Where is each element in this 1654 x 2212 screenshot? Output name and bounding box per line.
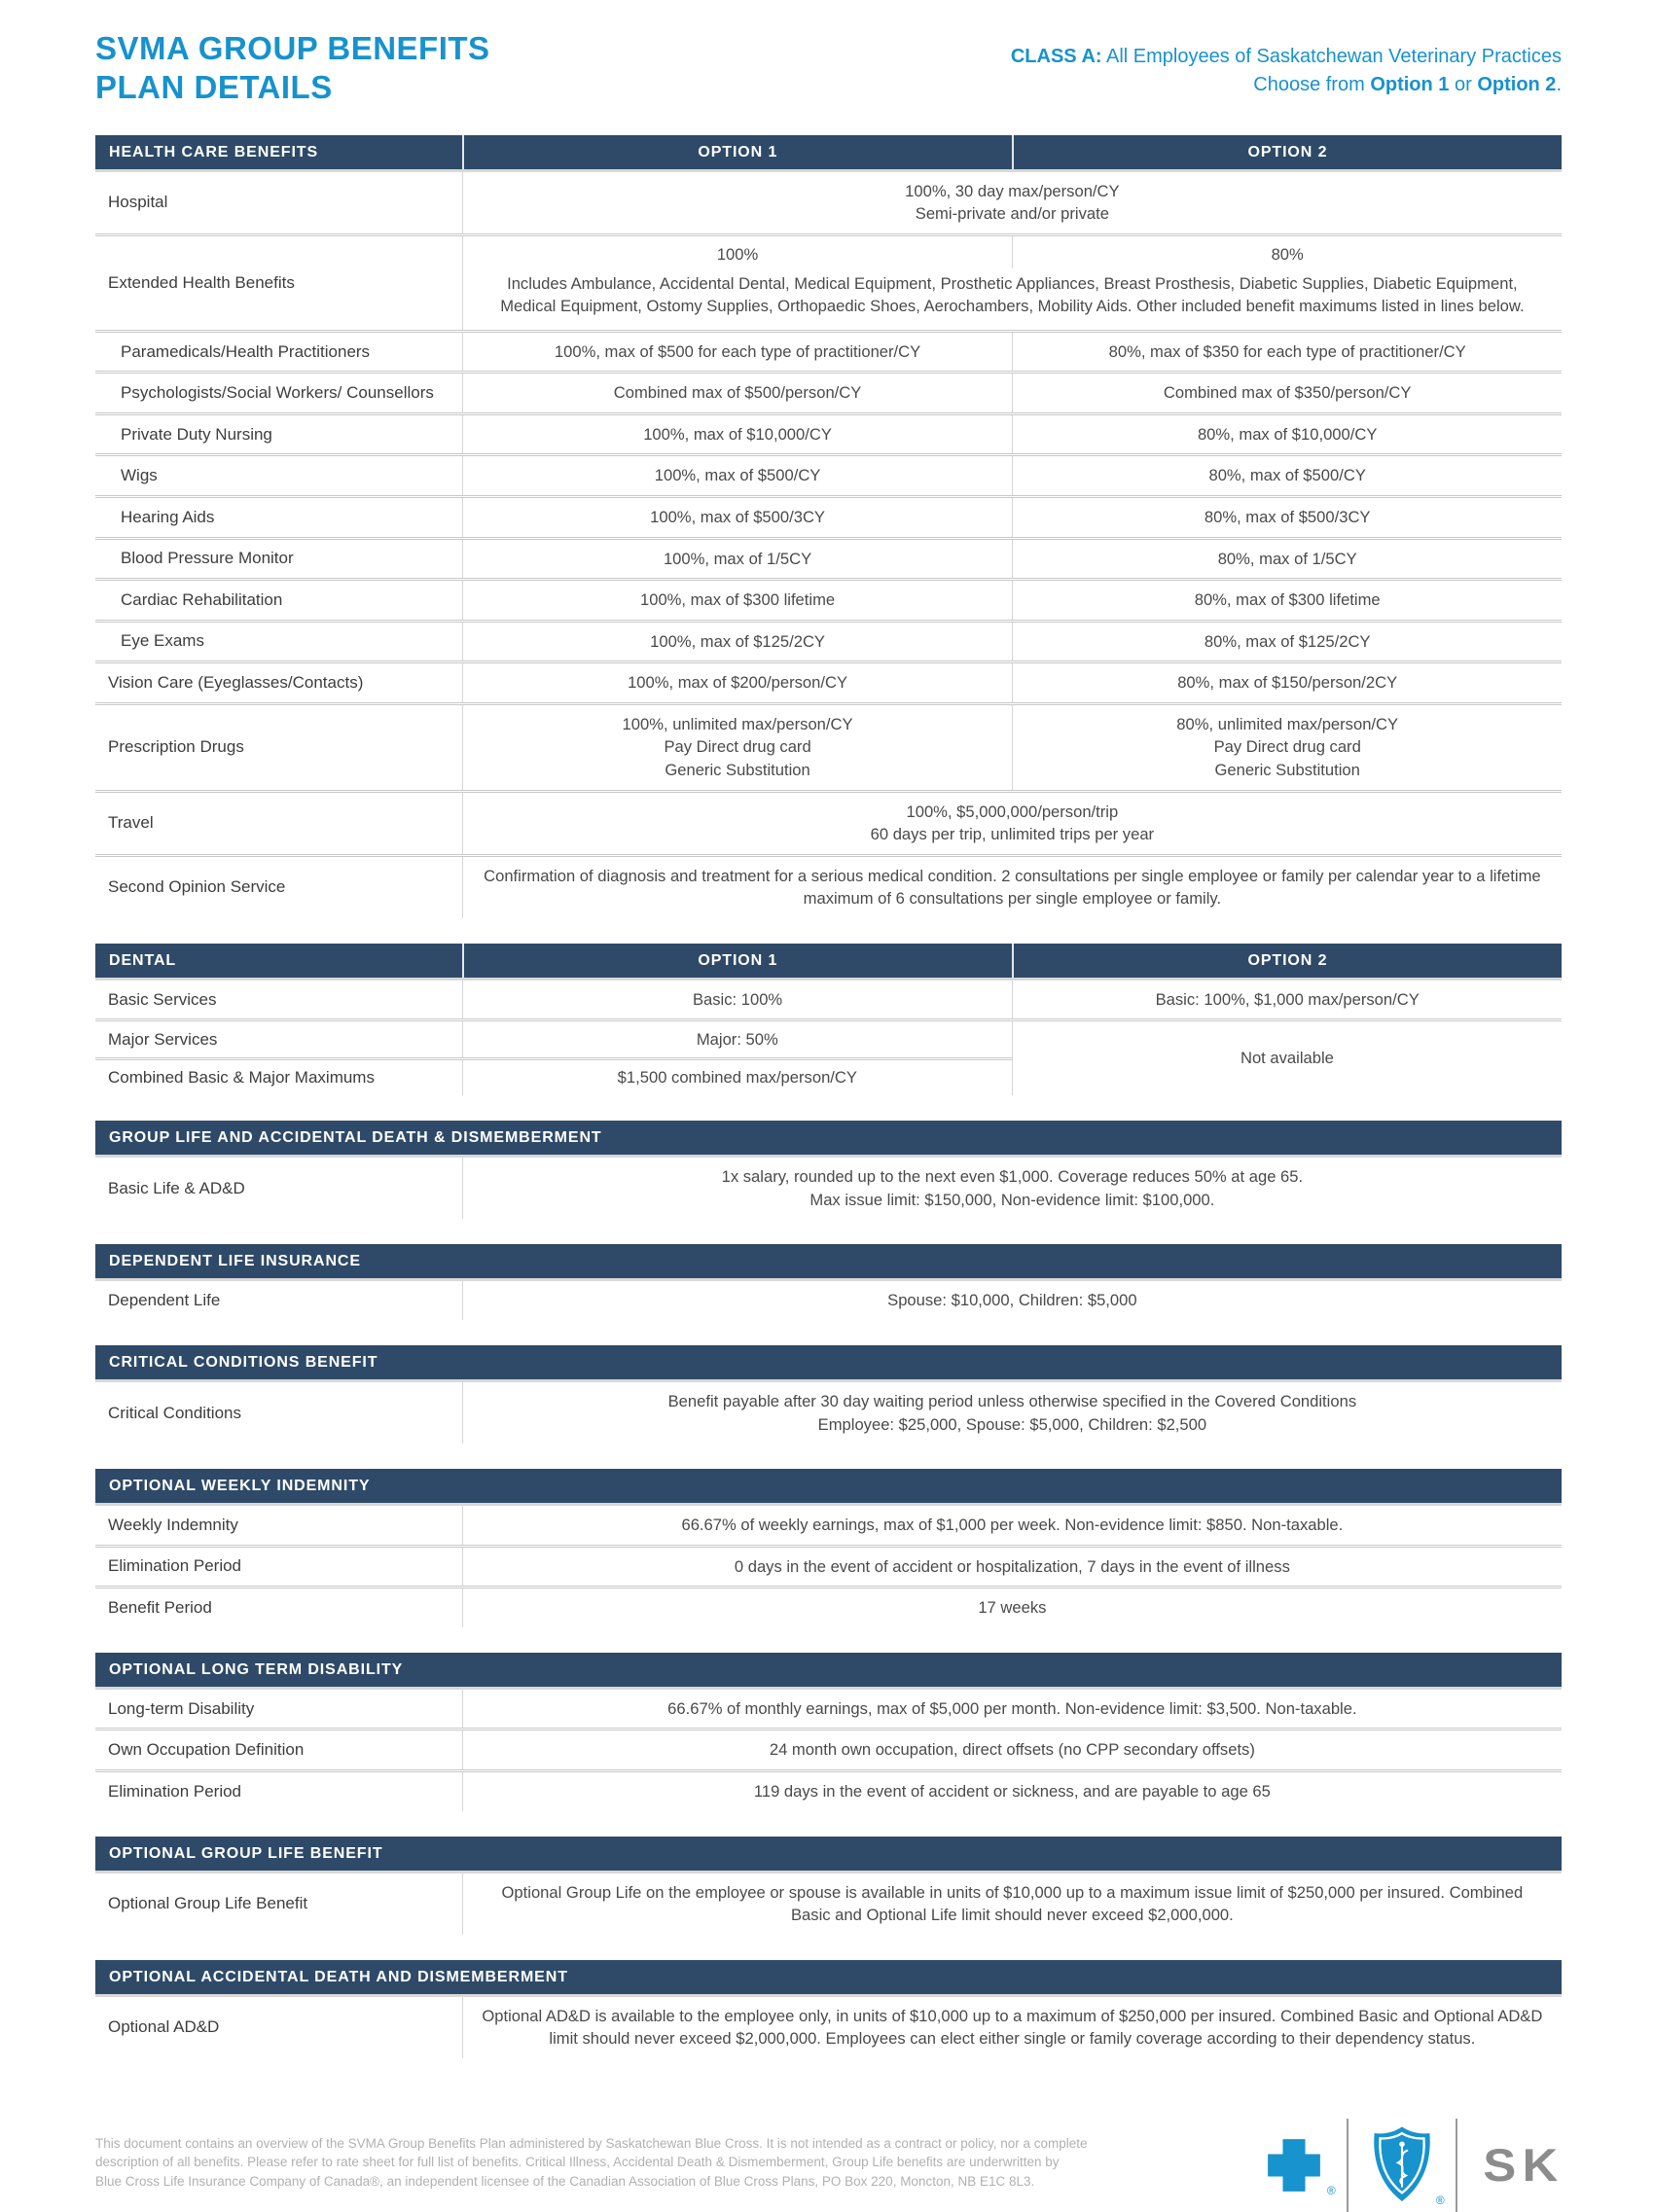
value-cell bbox=[462, 1997, 1562, 2058]
section-optional-group-life-benefit bbox=[95, 1837, 1562, 1935]
option1-cell bbox=[463, 663, 1013, 702]
text-line: 24 month own occupation, direct offsets (no CPP secondary offsets) bbox=[769, 1740, 1255, 1760]
text-line: 80%, max of $500/3CY bbox=[1204, 508, 1371, 526]
section-title: OPTIONAL GROUP LIFE BENEFIT bbox=[109, 1844, 383, 1862]
table-row bbox=[95, 1545, 1562, 1587]
table-row bbox=[95, 1382, 1562, 1444]
value-cell bbox=[462, 1690, 1562, 1729]
option2-cell bbox=[1012, 498, 1562, 537]
section-header-bar bbox=[95, 1469, 1562, 1506]
options-cells bbox=[462, 581, 1562, 620]
text-line: 100%, max of $125/2CY bbox=[650, 631, 825, 651]
section-header-bar bbox=[95, 944, 1562, 981]
document-header bbox=[95, 29, 1562, 108]
text-line: 100%, max of $300 lifetime bbox=[639, 590, 836, 610]
registered-mark: ® bbox=[1435, 2193, 1445, 2207]
table-row bbox=[95, 233, 1562, 330]
value-cell bbox=[462, 1548, 1562, 1587]
value-cell bbox=[462, 857, 1562, 918]
row-label: Travel bbox=[108, 813, 154, 833]
text-line: Pay Direct drug card bbox=[1213, 737, 1361, 757]
section-title: OPTIONAL WEEKLY INDEMNITY bbox=[109, 1478, 371, 1495]
table-row bbox=[95, 412, 1562, 454]
text-line: Pay Direct drug card bbox=[664, 737, 811, 757]
section-header-bar bbox=[95, 1837, 1562, 1873]
table-row bbox=[95, 537, 1562, 579]
text-line: 66.67% of monthly earnings, max of $5,000 per month. Non-evidence limit: $3,500. Non-taxable. bbox=[667, 1698, 1357, 1718]
option1-cell: $1,500 combined max/person/CY bbox=[462, 1060, 1012, 1095]
table-row bbox=[95, 330, 1562, 372]
option1-cell bbox=[463, 705, 1013, 790]
option2-cell bbox=[1012, 415, 1562, 454]
value-cell bbox=[462, 1281, 1562, 1320]
table-row bbox=[95, 371, 1562, 412]
section-header-bar bbox=[95, 1653, 1562, 1690]
row-label: Basic Life & AD&D bbox=[108, 1178, 245, 1197]
text-line: 100%, max of $500 for each type of practitioner/CY bbox=[554, 341, 921, 361]
page-title-line1: SVMA GROUP BENEFITS bbox=[95, 30, 490, 66]
text-line: Benefit payable after 30 day waiting period unless otherwise specified in the Covered Conditions bbox=[667, 1392, 1357, 1410]
text-line: 80%, max of $10,000/CY bbox=[1197, 424, 1378, 444]
table-row bbox=[95, 172, 1562, 233]
table-row bbox=[95, 620, 1562, 661]
table-row bbox=[95, 702, 1562, 790]
row-label: Combined Basic & Major Maximums bbox=[108, 1068, 375, 1088]
option1-cell bbox=[463, 623, 1013, 661]
option2-cell: 80% bbox=[1012, 236, 1562, 268]
text-line: 66.67% of weekly earnings, max of $1,000 per week. Non-evidence limit: $850. Non-taxable. bbox=[681, 1516, 1344, 1535]
section-title: GROUP LIFE AND ACCIDENTAL DEATH & DISMEMBERMENT bbox=[109, 1129, 602, 1147]
option1-cell bbox=[463, 333, 1013, 372]
row-label: Optional Group Life Benefit bbox=[108, 1894, 308, 1913]
row-label: Eye Exams bbox=[121, 631, 204, 651]
text-line: 100%, max of $200/person/CY bbox=[628, 673, 848, 693]
text-line: 100%, max of 1/5CY bbox=[663, 549, 812, 568]
row-label: Basic Services bbox=[108, 989, 217, 1009]
option1-column-header: OPTION 1 bbox=[462, 944, 1012, 978]
value-cell bbox=[462, 793, 1562, 854]
table-row bbox=[95, 1997, 1562, 2058]
table-row bbox=[95, 453, 1562, 495]
row-label: Own Occupation Definition bbox=[108, 1740, 305, 1760]
text-line: 17 weeks bbox=[978, 1598, 1047, 1618]
logo-divider bbox=[1347, 2119, 1348, 2212]
value-cell bbox=[462, 1506, 1562, 1545]
text-line: 100%, unlimited max/person/CY bbox=[622, 714, 853, 733]
table-row bbox=[95, 578, 1562, 620]
text-line: 100%, 30 day max/person/CY bbox=[905, 181, 1120, 200]
benefit-description: Includes Ambulance, Accidental Dental, Medical Equipment, Prosthetic Appliances, Breast Prosthesis, Diabetic Supplies, Diabetic Equipment, Medical Equipment, Ostomy Supplies, Orthopaedic Shoes, Aerochambers, Mobility Aids. Other included benefit maximums listed in lines below. bbox=[500, 273, 1525, 316]
text-line: 100%, max of $500/3CY bbox=[650, 508, 825, 526]
table-row bbox=[95, 1873, 1562, 1935]
options-cells bbox=[462, 981, 1562, 1019]
row-label: Psychologists/Social Workers/ Counsellors bbox=[121, 383, 434, 403]
row-label: Elimination Period bbox=[108, 1781, 242, 1801]
merged-row-group bbox=[95, 1018, 1562, 1095]
options-cells bbox=[462, 415, 1562, 454]
blue-shield-icon bbox=[1370, 2124, 1445, 2207]
option1-cell bbox=[463, 581, 1013, 620]
text-line: Employee: $25,000, Spouse: $5,000, Children: $2,500 bbox=[817, 1414, 1207, 1434]
options-cells bbox=[463, 236, 1562, 268]
row-label: Hospital bbox=[108, 193, 168, 212]
options-cells bbox=[462, 333, 1562, 372]
row-label: Prescription Drugs bbox=[108, 737, 244, 757]
row-label: Major Services bbox=[108, 1029, 218, 1049]
sk-logo: SK bbox=[1483, 2139, 1564, 2192]
row-label: Weekly Indemnity bbox=[108, 1515, 238, 1534]
value-cell bbox=[462, 1158, 1562, 1219]
options-cells bbox=[462, 663, 1562, 702]
row-label: Second Opinion Service bbox=[108, 877, 286, 897]
text-line: Combined max of $350/person/CY bbox=[1163, 383, 1412, 403]
blue-cross-icon bbox=[1263, 2134, 1336, 2197]
options-cells bbox=[462, 498, 1562, 537]
text-line: 1x salary, rounded up to the next even $1,000. Coverage reduces 50% at age 65. bbox=[721, 1167, 1304, 1187]
choose-option1: Option 1 bbox=[1370, 74, 1450, 95]
text-line: 100%, max of $500/CY bbox=[654, 466, 821, 485]
text-line: Generic Substitution bbox=[665, 760, 810, 779]
section-title: HEALTH CARE BENEFITS bbox=[109, 143, 319, 161]
text-line: Spouse: $10,000, Children: $5,000 bbox=[887, 1291, 1137, 1310]
value-cell bbox=[462, 1382, 1562, 1444]
page-footer bbox=[95, 2119, 1562, 2212]
section-dependent-life-insurance bbox=[95, 1244, 1562, 1320]
table-row bbox=[95, 1690, 1562, 1729]
table-row bbox=[95, 1281, 1562, 1320]
text-line: 80%, max of $150/person/2CY bbox=[1177, 673, 1398, 693]
text-line: 0 days in the event of accident or hospitalization, 7 days in the event of illness bbox=[734, 1556, 1290, 1576]
value-cell bbox=[462, 236, 1562, 330]
option1-cell: 100% bbox=[716, 244, 759, 264]
choose-option2: Option 2 bbox=[1477, 74, 1557, 95]
text-line: 100%, max of $10,000/CY bbox=[643, 424, 832, 444]
text-line: Basic: 100% bbox=[692, 989, 783, 1009]
value-cell bbox=[462, 172, 1562, 233]
row-label: Long-term Disability bbox=[108, 1698, 255, 1718]
table-row bbox=[95, 854, 1562, 918]
text-line: Generic Substitution bbox=[1214, 760, 1360, 779]
options-cells bbox=[462, 456, 1562, 495]
option2-merged-cell: Not available bbox=[1012, 1021, 1562, 1095]
text-line: Optional AD&D is available to the employee only, in units of $10,000 up to a maximum of $250,000 per insured. Combined Basic and Optional AD&D limit should never exceed $2,000,000. Employees can elect either single or family coverage according to their dependency status. bbox=[482, 2006, 1543, 2049]
options-cells bbox=[462, 374, 1562, 412]
section-title: OPTIONAL ACCIDENTAL DEATH AND DISMEMBERMENT bbox=[109, 1968, 568, 1985]
option2-cell bbox=[1012, 623, 1562, 661]
row-label: Paramedicals/Health Practitioners bbox=[121, 341, 371, 361]
section-optional-long-term-disability bbox=[95, 1653, 1562, 1811]
option1-cell bbox=[463, 456, 1013, 495]
section-dental bbox=[95, 944, 1562, 1096]
section-header-bar bbox=[95, 135, 1562, 172]
text-line: 80%, max of 1/5CY bbox=[1217, 549, 1357, 568]
section-header-bar bbox=[95, 1244, 1562, 1281]
choose-prefix: Choose from bbox=[1253, 74, 1371, 95]
section-health-care-benefits bbox=[95, 135, 1562, 918]
option2-cell bbox=[1012, 581, 1562, 620]
option1-cell: Major: 50% bbox=[462, 1021, 1012, 1057]
class-label: CLASS A: bbox=[1010, 46, 1102, 67]
row-label: Benefit Period bbox=[108, 1598, 212, 1618]
option2-cell bbox=[1012, 540, 1562, 579]
text-line: 80%, max of $300 lifetime bbox=[1194, 590, 1381, 610]
text-line: Combined max of $500/person/CY bbox=[613, 383, 862, 403]
row-label: Optional AD&D bbox=[108, 2017, 220, 2037]
section-header-bar bbox=[95, 1121, 1562, 1158]
option2-column-header: OPTION 2 bbox=[1012, 944, 1562, 978]
section-optional-accidental-death-and-dismemberment bbox=[95, 1960, 1562, 2058]
section-title: OPTIONAL LONG TERM DISABILITY bbox=[109, 1660, 404, 1678]
option1-cell bbox=[463, 981, 1013, 1019]
row-label: Cardiac Rehabilitation bbox=[121, 589, 283, 609]
row-label: Hearing Aids bbox=[121, 507, 215, 526]
value-cell bbox=[462, 1873, 1562, 1935]
option2-cell bbox=[1012, 663, 1562, 702]
row-label: Critical Conditions bbox=[108, 1403, 241, 1422]
text-line: Max issue limit: $150,000, Non-evidence limit: $100,000. bbox=[809, 1190, 1215, 1209]
choose-line bbox=[1011, 71, 1562, 99]
text-line: Semi-private and/or private bbox=[915, 204, 1109, 224]
benefit-sections bbox=[95, 135, 1562, 2058]
option2-column-header: OPTION 2 bbox=[1012, 135, 1562, 169]
row-label: Blood Pressure Monitor bbox=[121, 549, 294, 568]
row-label: Dependent Life bbox=[108, 1291, 221, 1310]
page-title bbox=[95, 29, 490, 108]
table-row bbox=[95, 1057, 1012, 1095]
section-optional-weekly-indemnity bbox=[95, 1469, 1562, 1627]
text-line: Confirmation of diagnosis and treatment for a serious medical condition. 2 consultations per single employee or family per calendar year to a lifetime maximum of 6 consultations per single employee or family. bbox=[484, 866, 1541, 909]
registered-mark: ® bbox=[1326, 2183, 1336, 2197]
option1-cell bbox=[463, 540, 1013, 579]
text-line: 100%, $5,000,000/person/trip bbox=[906, 802, 1119, 821]
page-title-line2: PLAN DETAILS bbox=[95, 69, 333, 106]
section-header-bar bbox=[95, 1345, 1562, 1382]
option1-cell bbox=[463, 374, 1013, 412]
choose-period: . bbox=[1556, 74, 1562, 95]
class-line bbox=[1011, 43, 1562, 71]
options-cells bbox=[462, 540, 1562, 579]
table-row bbox=[95, 660, 1562, 702]
option2-cell bbox=[1012, 705, 1562, 790]
row-label: Elimination Period bbox=[108, 1556, 242, 1576]
row-label: Private Duty Nursing bbox=[121, 424, 272, 444]
section-critical-conditions-benefit bbox=[95, 1345, 1562, 1444]
option1-cell bbox=[463, 415, 1013, 454]
table-row bbox=[95, 1021, 1012, 1057]
value-cell bbox=[462, 1772, 1562, 1811]
value-cell bbox=[462, 1730, 1562, 1769]
option1-cell bbox=[463, 498, 1013, 537]
option2-cell bbox=[1012, 456, 1562, 495]
option2-cell bbox=[1012, 981, 1562, 1019]
table-row bbox=[95, 1728, 1562, 1769]
option1-column-header: OPTION 1 bbox=[462, 135, 1012, 169]
table-row bbox=[95, 790, 1562, 854]
text-line: 60 days per trip, unlimited trips per year bbox=[870, 825, 1155, 844]
text-line: 80%, unlimited max/person/CY bbox=[1176, 714, 1399, 733]
text-line: Optional Group Life on the employee or spouse is available in units of $10,000 up to a maximum issue limit of $250,000 per insured. Combined Basic and Optional Life limit should never exceed $2,000,000. bbox=[501, 1882, 1524, 1925]
text-line: Basic: 100%, $1,000 max/person/CY bbox=[1155, 989, 1420, 1009]
row-label: Extended Health Benefits bbox=[108, 272, 295, 292]
table-row bbox=[95, 1506, 1562, 1545]
section-group-life-add bbox=[95, 1121, 1562, 1219]
class-description: All Employees of Saskatchewan Veterinary Practices bbox=[1101, 46, 1562, 67]
option2-cell bbox=[1012, 374, 1562, 412]
text-line: 80%, max of $350 for each type of practitioner/CY bbox=[1108, 341, 1466, 361]
text-line: 119 days in the event of accident or sickness, and are payable to age 65 bbox=[753, 1781, 1271, 1801]
row-label: Wigs bbox=[121, 466, 158, 485]
section-title: CRITICAL CONDITIONS BENEFIT bbox=[109, 1354, 378, 1371]
table-row bbox=[95, 495, 1562, 537]
text-line: 80%, max of $125/2CY bbox=[1204, 631, 1371, 651]
table-row bbox=[95, 1586, 1562, 1627]
table-row bbox=[95, 981, 1562, 1019]
logo-group bbox=[1263, 2119, 1562, 2212]
choose-or: or bbox=[1449, 74, 1478, 95]
table-row bbox=[95, 1769, 1562, 1811]
section-title: DENTAL bbox=[109, 951, 177, 969]
options-cells bbox=[462, 705, 1562, 790]
section-title: DEPENDENT LIFE INSURANCE bbox=[109, 1253, 361, 1270]
option2-cell bbox=[1012, 333, 1562, 372]
merged-group-left bbox=[95, 1021, 1012, 1095]
value-cell bbox=[462, 1588, 1562, 1627]
disclaimer-text: This document contains an overview of the SVMA Group Benefits Plan administered by Saskatchewan Blue Cross. It is not intended as a contract or policy, nor a complete description of all benefits. Please refer to rate sheet for full list of benefits. Critical Illness, Accidental Death & Dismemberment, Group Life benefits are underwritten by Blue Cross Life Insurance Company of Canada®, an independent licensee of the Canadian Association of Blue Cross Plans, PO Box 220, Moncton, NB E1C 8L3. bbox=[95, 2135, 1088, 2189]
section-header-bar bbox=[95, 1960, 1562, 1997]
options-cells bbox=[462, 623, 1562, 661]
row-label: Vision Care (Eyeglasses/Contacts) bbox=[108, 673, 364, 693]
text-line: 80%, max of $500/CY bbox=[1208, 466, 1366, 485]
logo-divider bbox=[1456, 2119, 1457, 2212]
class-designation bbox=[1011, 43, 1562, 99]
table-row bbox=[95, 1158, 1562, 1219]
